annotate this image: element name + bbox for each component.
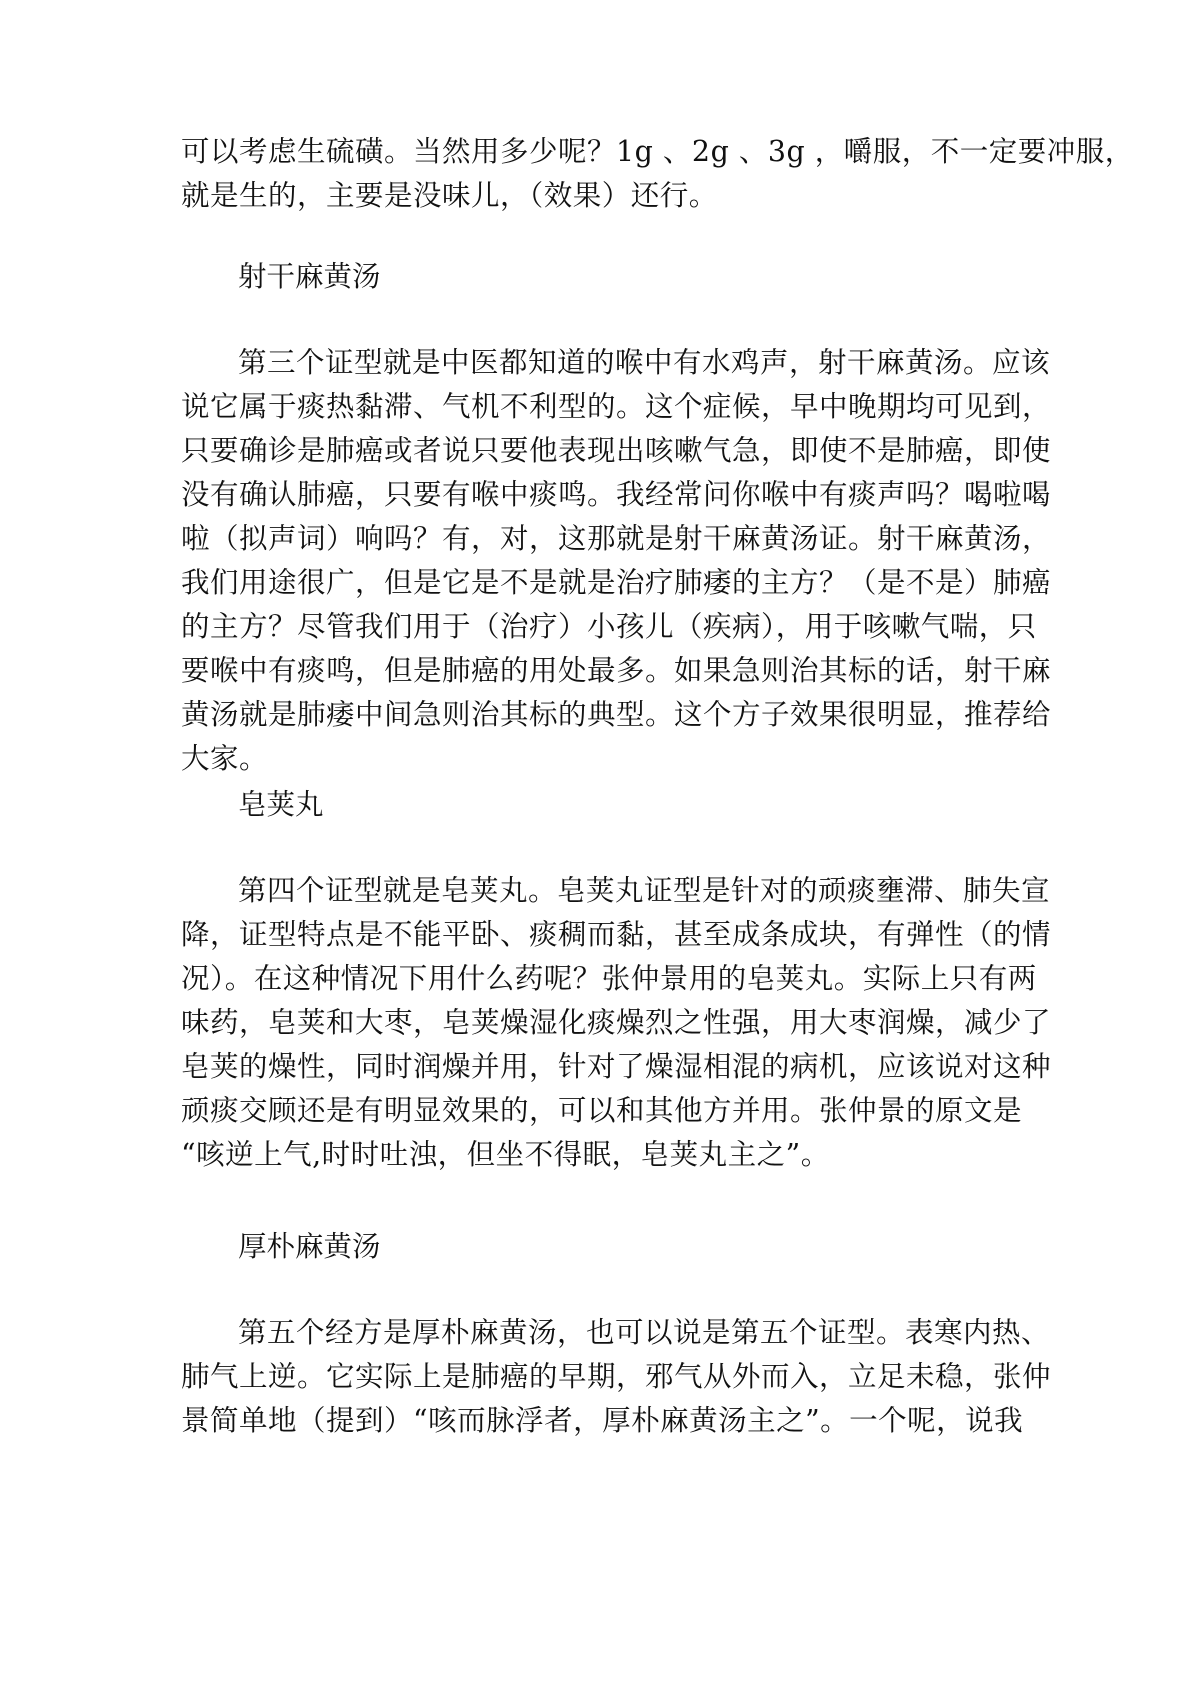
text-line: 的主方？尽管我们用于（治疗）小孩儿（疾病），用于咳嗽气喘，只 [181, 610, 1037, 643]
paragraph-sulfur [181, 130, 1134, 218]
text-line: 景简单地（提到）“咳而脉浮者，厚朴麻黄汤主之”。一个呢，说我 [181, 1404, 1024, 1437]
text-line: 可以考虑生硫磺。当然用多少呢？1g 、2g 、3g ，嚼服，不一定要冲服， [181, 135, 1134, 168]
heading-houpu-mahuang-tang: 厚朴麻黄汤 [238, 1230, 381, 1263]
paragraph-houpu-mahuang-tang [181, 1311, 1052, 1443]
text-line: 大家。 [181, 742, 269, 775]
text-line: 皂荚的燥性，同时润燥并用，针对了燥湿相混的病机，应该说对这种 [181, 1050, 1052, 1083]
text-line: 第五个经方是厚朴麻黄汤，也可以说是第五个证型。表寒内热、 [238, 1316, 1051, 1349]
heading-zaojia-wan: 皂荚丸 [238, 788, 324, 821]
text-line: 没有确认肺癌，只要有喉中痰鸣。我经常问你喉中有痰声吗？喝啦喝 [181, 478, 1052, 511]
heading-shegan-mahuang-tang: 射干麻黄汤 [238, 260, 381, 293]
paragraph-zaojia-wan [181, 869, 1052, 1177]
paragraph-shegan-mahuang-tang [181, 341, 1052, 781]
text-line: 降，证型特点是不能平卧、痰稠而黏，甚至成条成块，有弹性（的情 [181, 918, 1052, 951]
text-line: 肺气上逆。它实际上是肺癌的早期，邪气从外而入，立足未稳，张仲 [181, 1360, 1052, 1393]
text-line: 我们用途很广，但是它是不是就是治疗肺痿的主方？（是不是）肺癌 [181, 566, 1052, 599]
text-line: 要喉中有痰鸣，但是肺癌的用处最多。如果急则治其标的话，射干麻 [181, 654, 1052, 687]
text-line: 味药，皂荚和大枣，皂荚燥湿化痰燥烈之性强，用大枣润燥，减少了 [181, 1006, 1052, 1039]
text-line: 第四个证型就是皂荚丸。皂荚丸证型是针对的顽痰壅滞、肺失宣 [238, 874, 1051, 907]
text-line: 就是生的，主要是没味儿，（效果）还行。 [181, 179, 718, 212]
text-line: 黄汤就是肺痿中间急则治其标的典型。这个方子效果很明显，推荐给 [181, 698, 1052, 731]
text-line: 啦（拟声词）响吗？有，对，这那就是射干麻黄汤证。射干麻黄汤， [181, 522, 1052, 555]
text-line: 说它属于痰热黏滞、气机不利型的。这个症候，早中晚期均可见到， [181, 390, 1052, 423]
text-line: 只要确诊是肺癌或者说只要他表现出咳嗽气急，即使不是肺癌，即使 [181, 434, 1052, 467]
text-line: “咳逆上气,时时吐浊，但坐不得眠，皂荚丸主之”。 [181, 1138, 830, 1171]
text-line: 第三个证型就是中医都知道的喉中有水鸡声，射干麻黄汤。应该 [238, 346, 1051, 379]
text-line: 顽痰交顾还是有明显效果的，可以和其他方并用。张仲景的原文是 [181, 1094, 1023, 1127]
text-line: 况）。在这种情况下用什么药呢？张仲景用的皂荚丸。实际上只有两 [181, 962, 1037, 995]
